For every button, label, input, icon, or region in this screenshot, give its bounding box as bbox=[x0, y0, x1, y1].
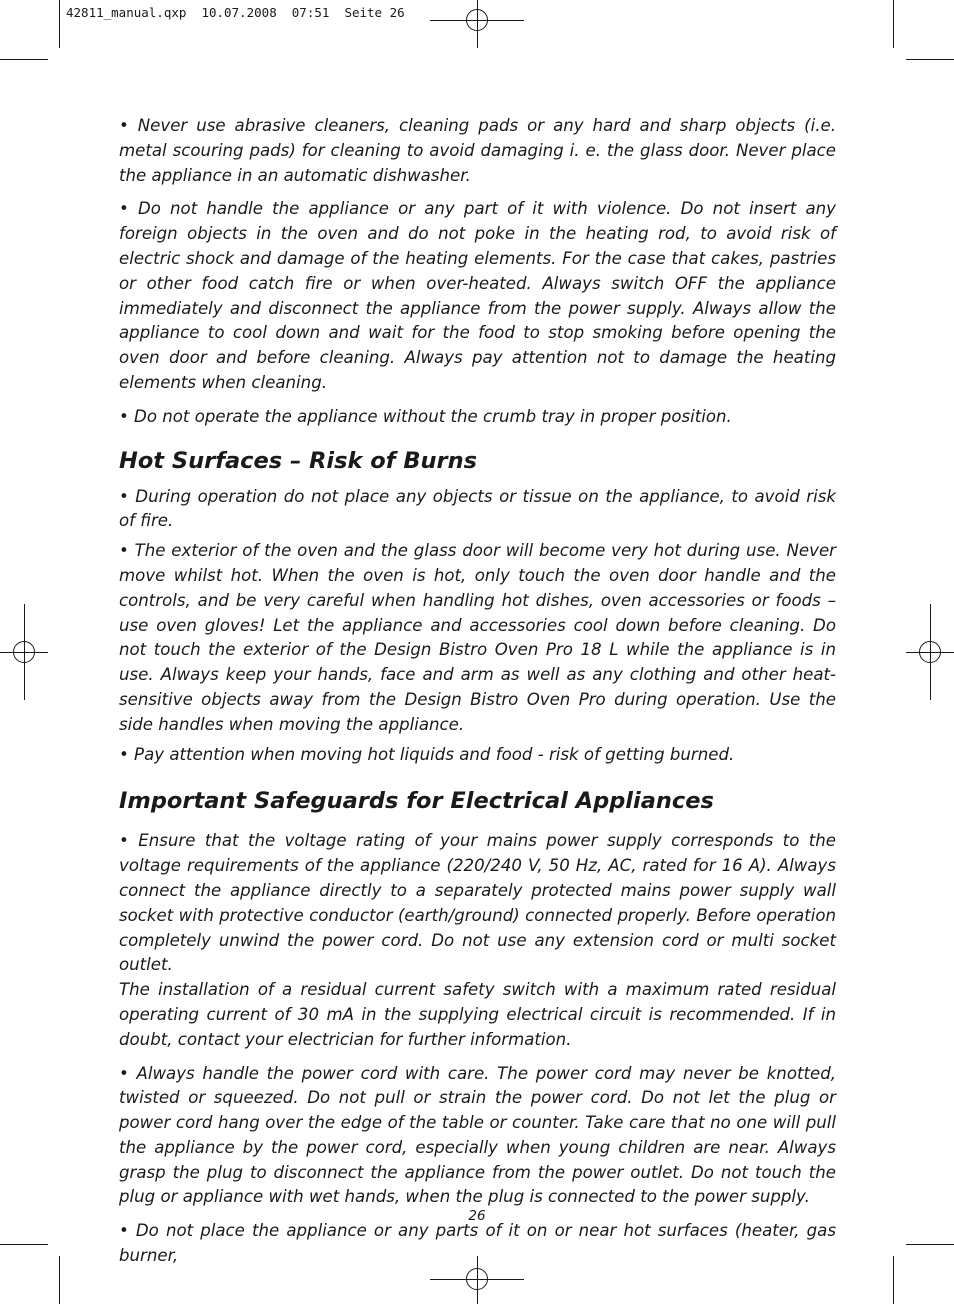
registration-mark-right-circle bbox=[919, 641, 941, 663]
paragraph-hot-surfaces-placement: • Do not place the appliance or any parts of it on or near hot surfaces (heater, gas burner, bbox=[119, 1221, 836, 1266]
crop-mark-top-right-v bbox=[893, 0, 894, 48]
crop-mark-bottom-right-v bbox=[893, 1256, 894, 1304]
crop-mark-top-left-h bbox=[0, 59, 48, 60]
crop-mark-top-right-h bbox=[906, 59, 954, 60]
crop-mark-bottom-right-h bbox=[906, 1244, 954, 1245]
crop-mark-bottom-left-v bbox=[59, 1256, 60, 1304]
paragraph-handling: • Do not handle the appliance or any part of it with violence. Do not insert any foreign objects in the oven and do not poke in the heating rod, to avoid risk of electric shock and damage of the heating elements. For the case that cakes, pastries or other food catch fire or when over-heated. Always switch OFF the appliance immediately and disconnect the appliance from the power supply. Always allow the appliance to cool down and wait for the food to stop smoking before opening the oven door and before cleaning. Always pay attention not to damage the heating elements when cleaning. bbox=[119, 199, 836, 392]
paragraph-crumb-tray: • Do not operate the appliance without the crumb tray in proper position. bbox=[119, 406, 732, 426]
heading-electrical-safeguards: Important Safeguards for Electrical Appliances bbox=[119, 788, 714, 815]
manual-page-content bbox=[119, 114, 836, 1278]
paragraph-hot-exterior: • The exterior of the oven and the glass door will become very hot during use. Never move whilst hot. When the oven is hot, only touch the oven door handle and the controls, and be very careful when handling hot dishes, oven accessories or foods – use oven gloves! Let the appliance and accessories cool down before cleaning. Do not touch the exterior of the Design Bistro Oven Pro 18 L while the appliance is in use. Always keep your hands, face and arm as well as any clothing and other heat-sensitive objects away from the Design Bistro Oven Pro during operation. Use the side handles when moving the appliance. bbox=[119, 541, 836, 734]
paragraph-fire-risk: • During operation do not place any objects or tissue on the appliance, to avoid risk of fire. bbox=[119, 486, 836, 531]
registration-mark-top-circle bbox=[466, 9, 488, 31]
crop-mark-bottom-left-h bbox=[0, 1244, 48, 1245]
paragraph-cleaning: • Never use abrasive cleaners, cleaning pads or any hard and sharp objects (i.e. metal scouring pads) for cleaning to avoid damaging i. e. the glass door. Never place the appliance in an automatic dishwasher. bbox=[119, 116, 836, 185]
paragraph-residual-current: The installation of a residual current safety switch with a maximum rated residual operating current of 30 mA in the supplying electrical circuit is recommended. If in doubt, contact your electrician for further information. bbox=[119, 980, 836, 1049]
heading-hot-surfaces: Hot Surfaces – Risk of Burns bbox=[119, 447, 478, 474]
paragraph-hot-liquids: • Pay attention when moving hot liquids and food - risk of getting burned. bbox=[119, 744, 735, 764]
print-slug: 42811_manual.qxp 10.07.2008 07:51 Seite 26 bbox=[66, 5, 405, 20]
paragraph-voltage: • Ensure that the voltage rating of your mains power supply corresponds to the voltage requirements of the appliance (220/240 V, 50 Hz, AC, rated for 16 A). Always connect the appliance directly to a separately protected mains power supply wall socket with protective conductor (earth/ground) connected properly. Before operation completely unwind the power cord. Do not use any extension cord or multi socket outlet. bbox=[119, 831, 836, 975]
registration-mark-left-circle bbox=[13, 641, 35, 663]
paragraph-power-cord: • Always handle the power cord with care. The power cord may never be knotted, twisted or squeezed. Do not pull or strain the power cord. Do not let the plug or power cord hang over the edge of the table or counter. Take care that no one will pull the appliance by the power cord, especially when young children are near. Always grasp the plug to disconnect the appliance from the power outlet. Do not touch the plug or appliance with wet hands, when the plug is connected to the power supply. bbox=[119, 1063, 836, 1207]
page-number: 26 bbox=[468, 1208, 486, 1224]
crop-mark-top-left-v bbox=[59, 0, 60, 48]
